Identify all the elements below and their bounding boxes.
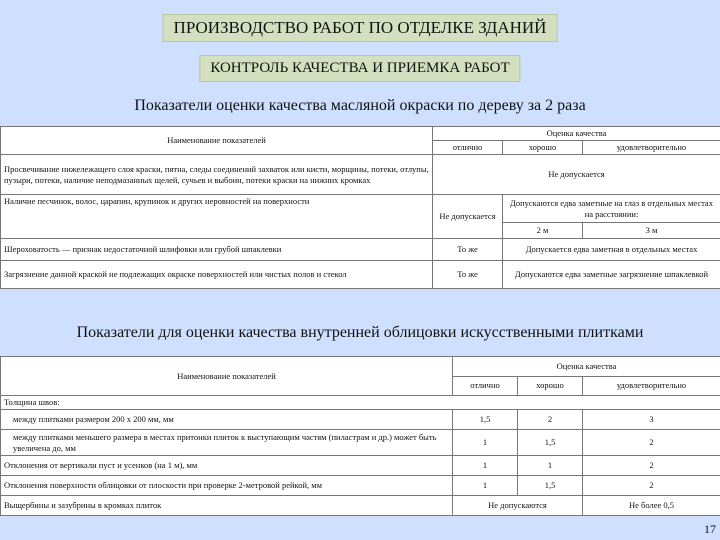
row-excellent: 1	[453, 456, 518, 476]
col-good-header: хорошо	[503, 141, 583, 155]
row-excellent: 1,5	[453, 410, 518, 430]
table-row	[1, 430, 720, 456]
col-excellent-header: отлично	[453, 376, 518, 396]
row-excellent: То же	[433, 261, 503, 289]
row-excellent-good: Не допускаются	[453, 496, 583, 516]
col-name-header: Наименование показателей	[1, 357, 453, 396]
row-good-distance: 2 м	[503, 223, 583, 239]
table-row	[1, 155, 720, 195]
row-name: Шероховатость — признак недостаточной шлифовки или грубой шпаклевки	[1, 239, 433, 261]
row-good: 1	[518, 456, 583, 476]
row-good-sat: Допускаются едва заметные загрязнение шпаклевкой	[503, 261, 720, 289]
table-header-row	[1, 127, 720, 141]
col-quality-header: Оценка качества	[433, 127, 720, 141]
row-sat-distance: 3 м	[583, 223, 720, 239]
row-good: 2	[518, 410, 583, 430]
table-header-row	[1, 357, 720, 377]
table-row	[1, 410, 720, 430]
table-row	[1, 496, 720, 516]
row-satisfactory: 2	[583, 456, 720, 476]
row-excellent: 1	[453, 430, 518, 456]
row-name: Отклонения от вертикали пуст и усенков (на 1 м), мм	[1, 456, 453, 476]
row-name: между плитками размером 200 х 200 мм, мм	[1, 410, 453, 430]
row-good: 1,5	[518, 476, 583, 496]
section2-heading: Показатели для оценки качества внутренней облицовки искусственными плитками	[76, 324, 644, 341]
row-name: Выщербины и зазубрины в кромках плиток	[1, 496, 453, 516]
row-good: 1,5	[518, 430, 583, 456]
row-name: Наличие песчинок, волос, царапин, крупинок и других неровностей на поверхности	[1, 195, 433, 239]
table-row	[1, 195, 720, 223]
row-name: Загрязнение данной краской не подлежащих окраске поверхностей или чистых полов и стекол	[1, 261, 433, 289]
paint-quality-table	[0, 126, 720, 289]
row-good-sat: Допускаются едва заметные на глаз в отдельных местах на расстоянии:	[503, 195, 720, 223]
page-number: 17	[704, 522, 716, 536]
row-excellent: 1	[453, 476, 518, 496]
tile-quality-table	[0, 356, 720, 516]
row-excellent: Не допускается	[433, 195, 503, 239]
row-satisfactory: 2	[583, 476, 720, 496]
row-satisfactory: Не более 0,5	[583, 496, 720, 516]
row-name: Отклонения поверхности облицовки от плоскости при проверке 2-метровой рейкой, мм	[1, 476, 453, 496]
page-title: ПРОИЗВОДСТВО РАБОТ ПО ОТДЕЛКЕ ЗДАНИЙ	[173, 18, 547, 37]
col-satisfactory-header: удовлетворительно	[583, 376, 720, 396]
section1-heading: Показатели оценки качества масляной окраски по дереву за 2 раза	[134, 97, 586, 114]
subtitle-banner	[199, 55, 520, 82]
seams-label: Толщина швов:	[1, 396, 720, 410]
table-row	[1, 261, 720, 289]
col-good-header: хорошо	[518, 376, 583, 396]
table-row	[1, 456, 720, 476]
table-row	[1, 239, 720, 261]
col-satisfactory-header: удовлетворительно	[583, 141, 720, 155]
row-excellent: То же	[433, 239, 503, 261]
row-name: Просвечивание нижележащего слоя краски, пятна, следы соединений захваток или кисти, морщины, потеки, отлупы, пузыри, потеки, наличие неподмазанных щелей, сучьев и выбоин, потеки краски на нижних кромках	[1, 155, 433, 195]
page-subtitle: КОНТРОЛЬ КАЧЕСТВА И ПРИЕМКА РАБОТ	[210, 60, 510, 76]
title-banner	[163, 14, 558, 42]
row-good-sat: Допускается едва заметная в отдельных местах	[503, 239, 720, 261]
col-quality-header: Оценка качества	[453, 357, 720, 377]
table-row	[1, 396, 720, 410]
row-satisfactory: 3	[583, 410, 720, 430]
row-value: Не допускается	[433, 155, 720, 195]
row-satisfactory: 2	[583, 430, 720, 456]
col-excellent-header: отлично	[433, 141, 503, 155]
row-name: между плитками меньшего размера в местах притонки плиток к выступающим частям (пиластрам и др.) может быть увеличена до, мм	[1, 430, 453, 456]
table-row	[1, 476, 720, 496]
col-name-header: Наименование показателей	[1, 127, 433, 155]
